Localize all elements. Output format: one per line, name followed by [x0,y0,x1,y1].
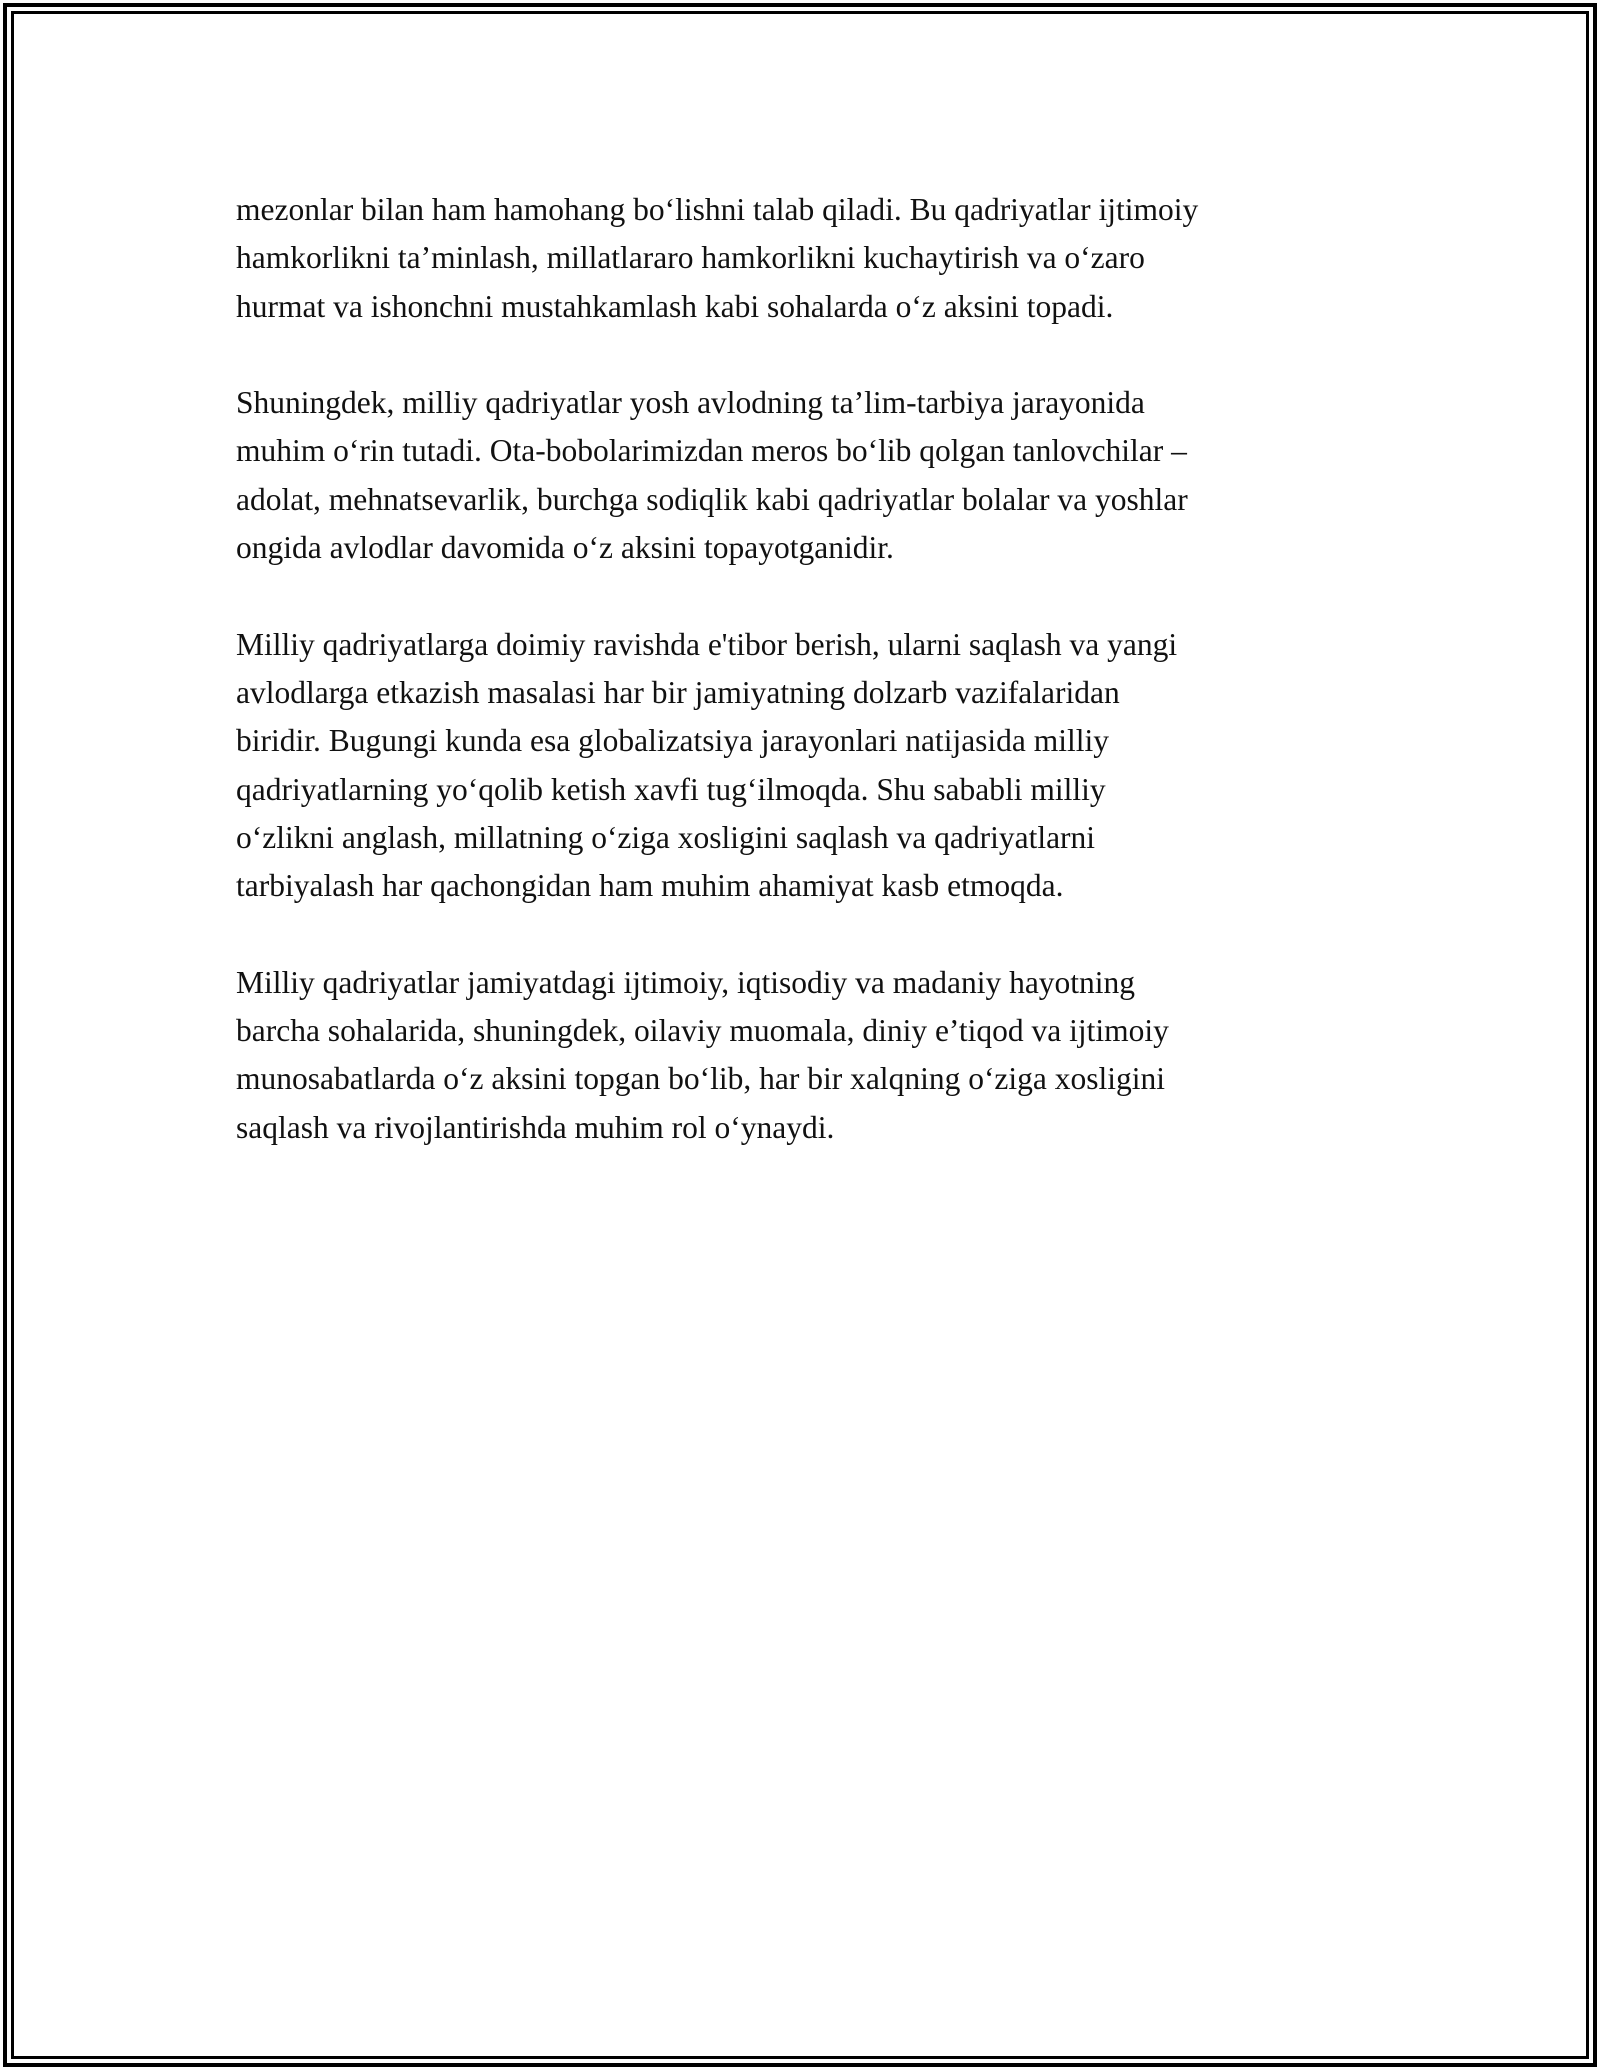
text-line: Milliy qadriyatlarga doimiy ravishda e'tibor berish, ularni saqlash va yangi [236,626,1178,662]
paragraph [236,186,1376,331]
text-line: mezonlar bilan ham hamohang bo‘lishni talab qiladi. Bu qadriyatlar ijtimoiy [236,192,1199,227]
text-line: adolat, mehnatsevarlik, burchga sodiqlik kabi qadriyatlar bolalar va yoshlar [236,481,1188,517]
text-line: barcha sohalarida, shuningdek, oilaviy muomala, diniy e’tiqod va ijtimoiy [236,1013,1169,1049]
text-line: biridir. Bugungi kunda esa globalizatsiya jarayonlari natijasida milliy [236,723,1110,759]
text-line: qadriyatlarning yo‘qolib ketish xavfi tug‘ilmoqda. Shu sababli milliy [236,771,1106,807]
paragraph [236,621,1376,911]
text-line: hamkorlikni ta’minlash, millatlararo hamkorlikni kuchaytirish va o‘zaro [236,240,1145,276]
text-line: tarbiyalash har qachongidan ham muhim ahamiyat kasb etmoqda. [236,868,1064,904]
text-line: avlodlarga etkazish masalasi har bir jamiyatning dolzarb vazifalaridan [236,674,1120,710]
text-line: munosabatlarda o‘z aksini topgan bo‘lib, har bir xalqning o‘ziga xosligini [236,1061,1166,1097]
text-line: saqlash va rivojlantirishda muhim rol o‘ynaydi. [236,1109,835,1145]
paragraph [236,379,1376,572]
text-line: Milliy qadriyatlar jamiyatdagi ijtimoiy, iqtisodiy va madaniy hayotning [236,964,1136,1000]
text-line: muhim o‘rin tutadi. Ota-bobolarimizdan meros bo‘lib qolgan tanlovchilar – [236,433,1187,469]
text-line: Shuningdek, milliy qadriyatlar yosh avlodning ta’lim-tarbiya jarayonida [236,385,1145,421]
text-line: hurmat va ishonchni mustahkamlash kabi sohalarda o‘z aksini topadi. [236,288,1114,324]
paragraph [236,959,1376,1152]
document-body [236,186,1376,1200]
text-line: o‘zlikni anglash, millatning o‘ziga xosligini saqlash va qadriyatlarni [236,819,1096,855]
text-line: ongida avlodlar davomida o‘z aksini topayotganidir. [236,530,894,566]
